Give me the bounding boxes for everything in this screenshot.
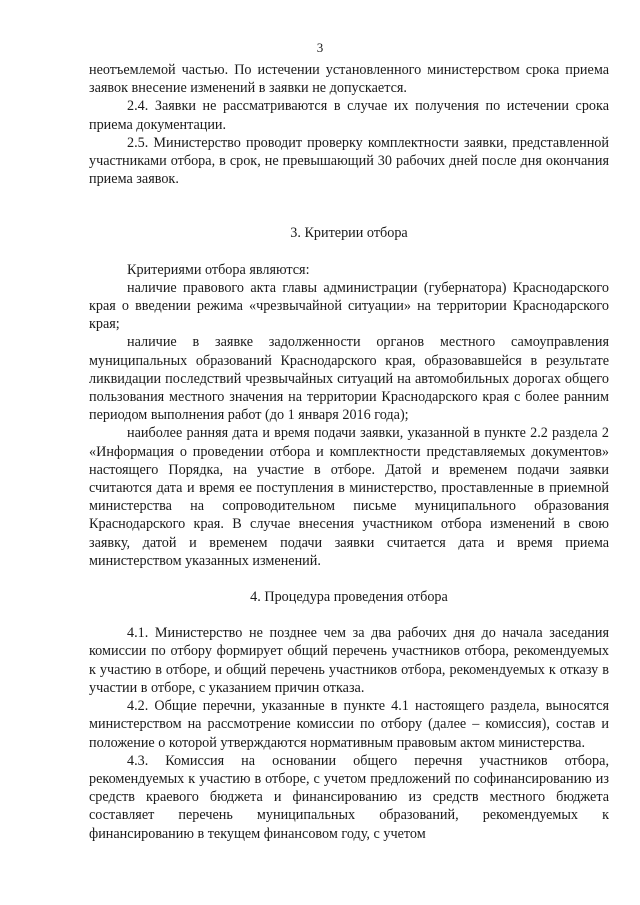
criterion-legal-act: наличие правового акта главы администрации (губернатора) Краснодарского края о введении режима «чрезвычайной ситуации» на территории Краснодарского края;: [89, 279, 609, 333]
paragraph-4-1: 4.1. Министерство не позднее чем за два рабочих дня до начала заседания комиссии по отбору формирует общий перечень участников отбора, рекомендуемых к участию в отборе, и общий перечень участников отбора, рекомендуемых к отказу в участии в отборе, с указанием причин отказа.: [89, 625, 609, 696]
paragraph-4-3: 4.3. Комиссия на основании общего перечня участников отбора, рекомендуемых к участию в отборе, с учетом предложений по софинансированию из средств краевого бюджета и финансированию из средств местного бюджета составляет перечень муниципальных образований, рекомендуемых к финансированию в текущем финансовом году, с учетом: [89, 752, 609, 842]
paragraph-continuation: неотъемлемой частью. По истечении установленного министерством срока приема заявок внесение изменений в заявки не допускается.: [89, 62, 609, 97]
criterion-debt: наличие в заявке задолженности органов местного самоуправления муниципальных образований Краснодарского края, образовавшейся в результате ликвидации последствий чрезвычайных ситуаций на автомобильных дорогах общего пользования местного значения на территории Краснодарского края с более ранним периодом выполнения работ (до 1 января 2016 года);: [89, 334, 609, 424]
section-4-title: 4. Процедура проведения отбора: [250, 589, 448, 606]
paragraph-2-4: 2.4. Заявки не рассматриваются в случае их получения по истечении срока приема документации.: [89, 98, 609, 133]
paragraph-4-2: 4.2. Общие перечни, указанные в пункте 4.1 настоящего раздела, выносятся министерством на рассмотрение комиссии по отбору (далее – комиссия), состав и положение о которой утверждаются нормативным правовым актом министерства.: [89, 698, 609, 751]
paragraph-2-5: 2.5. Министерство проводит проверку комплектности заявки, представленной участниками отбора, в срок, не превышающий 30 рабочих дней после дня окончания приема заявок.: [89, 134, 609, 188]
criterion-earliest-date: наиболее ранняя дата и время подачи заявки, указанной в пункте 2.2 раздела 2 «Информация о проведении отбора и комплектности представляемых документов» настоящего Порядка, на участие в отборе. Датой и временем подачи заявки считаются дата и время ее поступления в министерство, проставленные в приемной министерства на сопроводительном письме муниципального образования Краснодарского края. В случае внесения участником отбора изменений в свою заявку, датой и временем подачи заявки считается дата и время приема министерством указанных изменений.: [89, 425, 609, 569]
criteria-intro: Критериями отбора являются:: [127, 261, 310, 278]
page-number: 3: [316, 40, 324, 55]
section-3-title: 3. Критерии отбора: [290, 225, 408, 242]
document-body: [89, 61, 609, 843]
